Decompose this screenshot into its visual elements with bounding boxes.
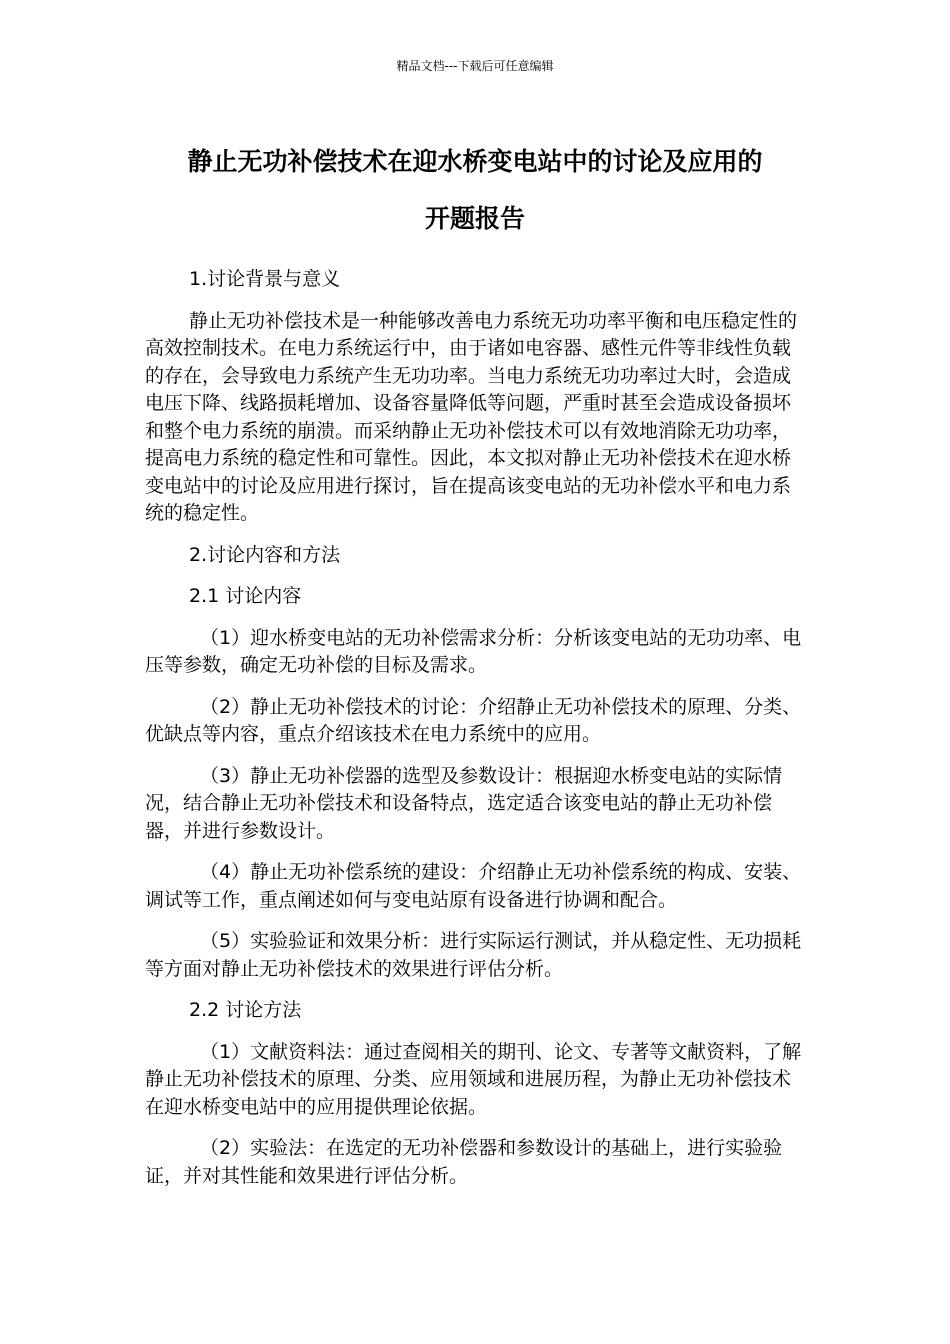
document-title (95, 133, 855, 247)
section-1-heading: 1.讨论背景与意义 (189, 268, 341, 290)
section-1-paragraph: 静止无功补偿技术是一种能够改善电力系统无功功率平衡和电压稳定性的高效控制技术。在电力系统运行中，由于诸如电容器、感性元件等非线性负载的存在，会导致电力系统产生无功功率。当电力系统无功功率过大时，会造成电压下降、线路损耗增加、设备容量降低等问题，严重时甚至会造成设备损坏和整个电力系统的崩溃。而采纳静止无功补偿技术可以有效地消除无功功率，提高电力系统的稳定性和可靠性。因此，本文拟对静止无功补偿技术在迎水桥变电站中的讨论及应用进行探讨，旨在提高该变电站的无功补偿水平和电力系统的稳定性。 (145, 309, 798, 524)
content-item-3: （3）静止无功补偿器的选型及参数设计：根据迎水桥变电站的实际情况，结合静止无功补偿技术和设备特点，选定适合该变电站的静止无功补偿器，并进行参数设计。 (145, 764, 783, 842)
document-title-line-1: 静止无功补偿技术在迎水桥变电站中的讨论及应用的 (187, 147, 763, 176)
content-item-2: （2）静止无功补偿技术的讨论：介绍静止无功补偿技术的原理、分类、优缺点等内容，重点介绍该技术在电力系统中的应用。 (145, 695, 802, 745)
page-header: 精品文档---下载后可任意编辑 (396, 59, 554, 73)
content-item-5: （5）实验验证和效果分析：进行实际运行测试，并从稳定性、无功损耗等方面对静止无功补偿技术的效果进行评估分析。 (145, 930, 802, 980)
section-2-1-heading: 2.1 讨论内容 (189, 585, 302, 607)
document-body (145, 266, 807, 1204)
section-2-heading: 2.讨论内容和方法 (189, 543, 341, 566)
document-title-line-2: 开题报告 (424, 204, 525, 233)
method-item-2: （2）实验法：在选定的无功补偿器和参数设计的基础上，进行实验验证，并对其性能和效果进行评估分析。 (145, 1137, 783, 1187)
content-item-1: （1）迎水桥变电站的无功补偿需求分析：分析该变电站的无功功率、电压等参数，确定无功补偿的目标及需求。 (145, 626, 802, 676)
method-item-1: （1）文献资料法：通过查阅相关的期刊、论文、专著等文献资料，了解静止无功补偿技术的原理、分类、应用领域和进展历程，为静止无功补偿技术在迎水桥变电站中的应用提供理论依据。 (145, 1040, 802, 1118)
content-item-4: （4）静止无功补偿系统的建设：介绍静止无功补偿系统的构成、安装、调试等工作，重点阐述如何与变电站原有设备进行协调和配合。 (145, 861, 802, 911)
section-2-2-heading: 2.2 讨论方法 (189, 999, 302, 1021)
